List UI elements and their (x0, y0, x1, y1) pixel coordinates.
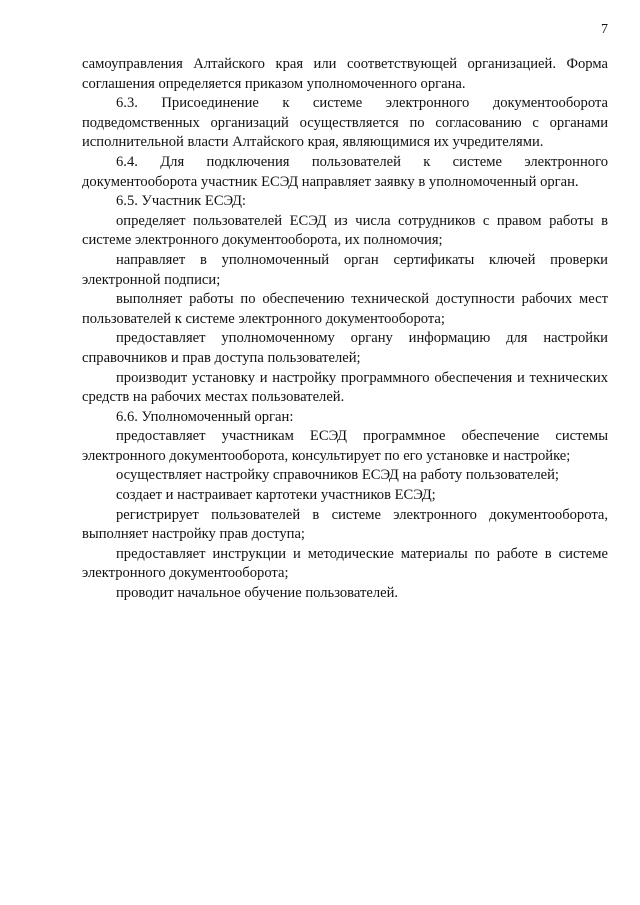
paragraph-continuation: самоуправления Алтайского края или соответствующей организацией. Форма соглашения определяется приказом уполномоченного органа. (82, 56, 608, 92)
document-body (82, 55, 608, 604)
paragraph-item: производит установку и настройку программного обеспечения и технических средств на рабочих местах пользователей. (82, 369, 608, 406)
paragraph-item: регистрирует пользователей в системе электронного документооборота, выполняет настройку прав доступа; (82, 506, 608, 543)
paragraph-item: направляет в уполномоченный орган сертификаты ключей проверки электронной подписи; (82, 251, 608, 288)
paragraph-item: выполняет работы по обеспечению технической доступности рабочих мест пользователей к системе электронного документооборота; (82, 291, 608, 327)
paragraph-item: предоставляет уполномоченному органу информацию для настройки справочников и прав доступа пользователей; (82, 330, 608, 366)
page-number: 7 (601, 22, 608, 37)
paragraph-item: предоставляет инструкции и методические материалы по работе в системе электронного документооборота; (82, 545, 608, 582)
paragraph-item: осуществляет настройку справочников ЕСЭД на работу пользователей; (116, 467, 559, 484)
paragraph-item: проводит начальное обучение пользователей. (116, 585, 399, 602)
paragraph-item: предоставляет участникам ЕСЭД программное обеспечение системы электронного документооборота, консультирует по его установке и настройке; (82, 428, 608, 464)
paragraph-6-6-heading: 6.6. Уполномоченный орган: (116, 408, 294, 425)
paragraph-item: определяет пользователей ЕСЭД из числа сотрудников с правом работы в системе электронного документооборота, их полномочия; (82, 212, 608, 249)
paragraph-6-4: 6.4. Для подключения пользователей к системе электронного документооборота участник ЕСЭД направляет заявку в уполномоченный орган. (82, 153, 608, 190)
paragraph-item: создает и настраивает картотеки участников ЕСЭД; (116, 487, 436, 504)
paragraph-6-3: 6.3. Присоединение к системе электронного документооборота подведомственных организаций осуществляется по согласованию с органами исполнительной власти Алтайского края, являющимися их учредителями. (82, 95, 608, 151)
paragraph-6-5-heading: 6.5. Участник ЕСЭД: (116, 193, 246, 210)
